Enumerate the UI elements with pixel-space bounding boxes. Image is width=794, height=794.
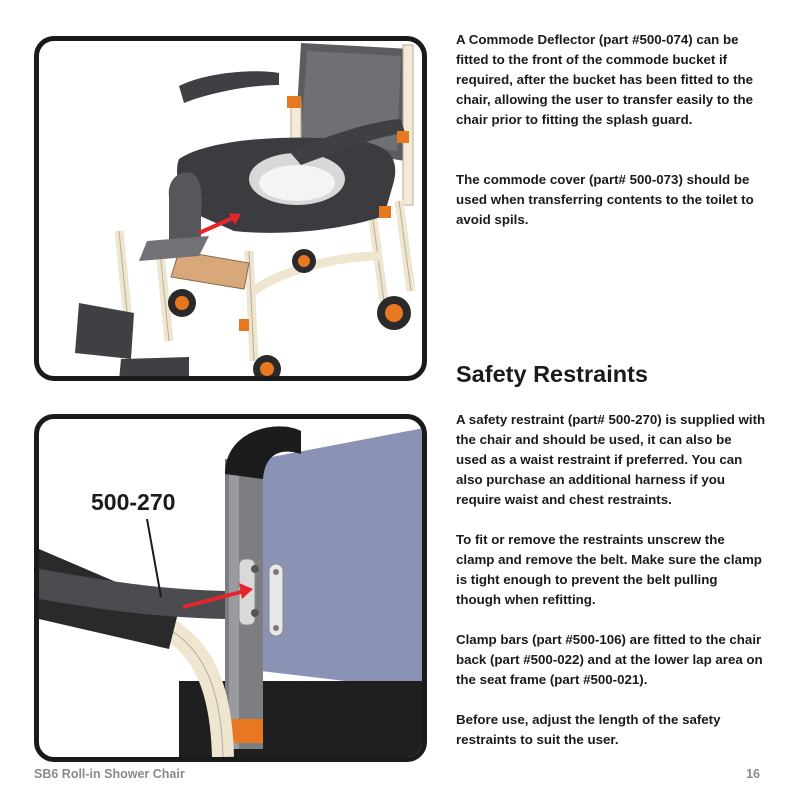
footrest xyxy=(75,303,134,359)
footrest xyxy=(119,357,189,376)
backrest-fabric xyxy=(261,427,422,691)
deflector-paragraph: A Commode Deflector (part #500-074) can be fitted to the front of the commode bucket if required, after the bucket has been fitted to the chair, allowing the user to transfer easily to the chair prior to fitting the splash guard. xyxy=(456,32,754,127)
part-number-callout: 500-270 xyxy=(91,489,176,515)
frame-post xyxy=(403,45,413,205)
page-number: 16 xyxy=(746,767,760,781)
left-armrest xyxy=(179,71,279,103)
cover-paragraph: The commode cover (part# 500-073) should be used when transferring contents to the toilet to avoid spils. xyxy=(456,172,754,227)
safety-restraint-figure xyxy=(34,414,427,762)
commode-deflector-figure xyxy=(34,36,427,381)
commode-deflector xyxy=(169,172,202,241)
restraint-intro-paragraph: A safety restraint (part# 500-270) is supplied with the chair and should be used, it can also be used as a waist restraint if preferred. You can also purchase an additional harness if you require waist and chest restraints. xyxy=(456,412,766,507)
fit-remove-paragraph: To fit or remove the restraints unscrew the clamp and remove the belt. Make sure the clamp is tight enough to prevent the belt pulling though when refitting. xyxy=(456,532,762,607)
before-use-paragraph: Before use, adjust the length of the safety restraints to suit the user. xyxy=(456,712,721,747)
frame-clamp xyxy=(287,96,301,108)
clamp-bars-paragraph: Clamp bars (part #500-106) are fitted to the chair back (part #500-022) and at the lower lap area on the seat frame (part #500-021). xyxy=(456,632,763,687)
shower-chair-illustration xyxy=(39,41,422,376)
restraint-illustration xyxy=(39,419,422,757)
callout-leader-line xyxy=(147,519,161,597)
section-heading: Safety Restraints xyxy=(456,361,648,387)
footer-title: SB6 Roll-in Shower Chair xyxy=(34,767,185,781)
